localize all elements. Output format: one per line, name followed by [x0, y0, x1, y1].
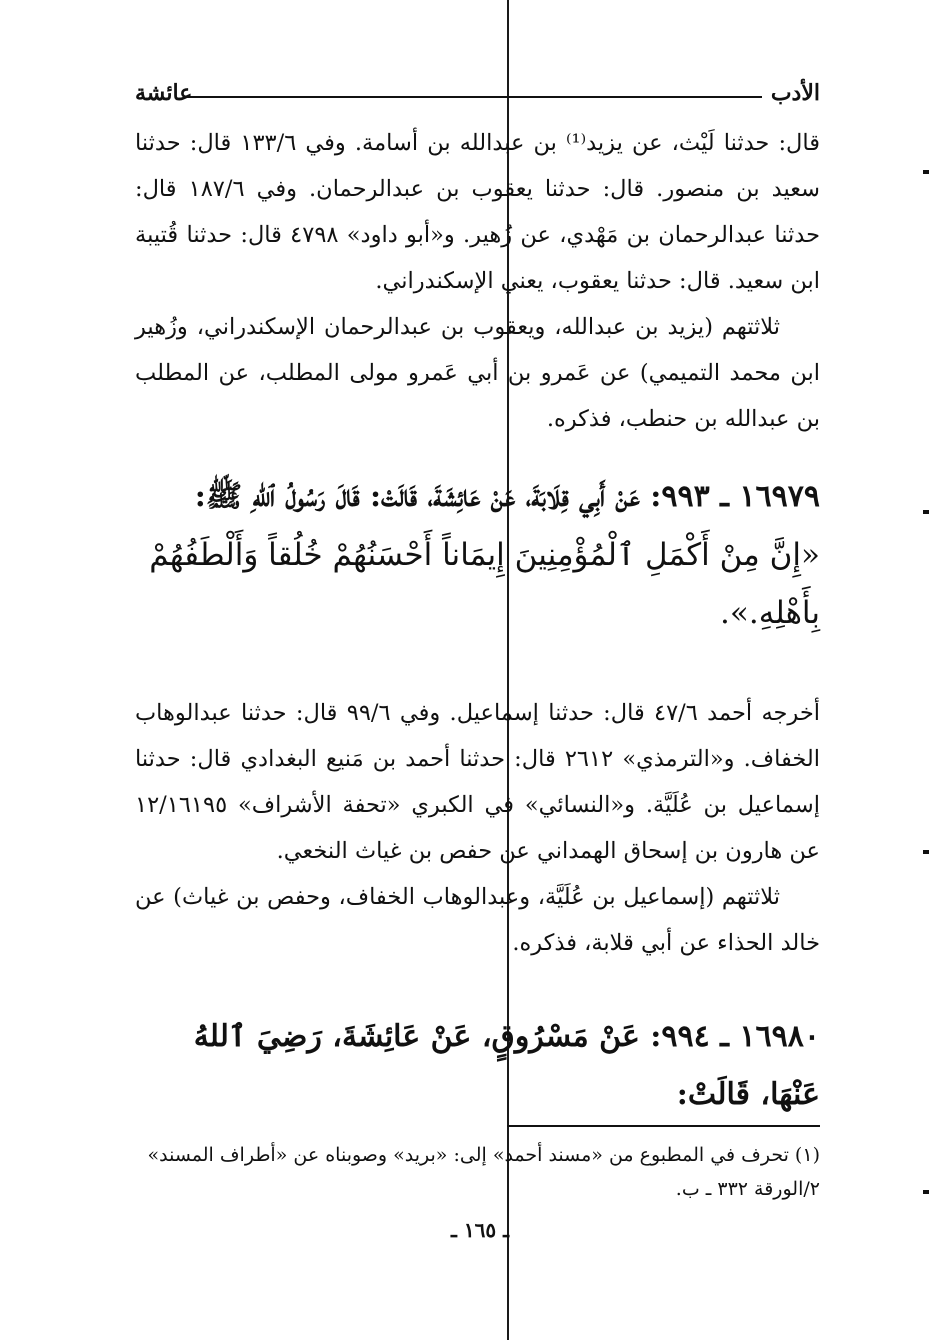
footnote-text: (١) تحرف في المطبوع من «مسند أحمد» إلى: «بريد» وصوبناه عن «أطراف المسند» ٢/الورقة ٣٣٢ ـ ب.	[147, 1144, 820, 1200]
footnote	[135, 1138, 820, 1206]
commentary-paragraph: ثلاثتهم (إسماعيل بن عُلَيَّة، وعبدالوهاب الخفاف، وحفص بن غياث) عن خالد الحذاء عن أبي قلابة، فذكره.	[135, 884, 820, 956]
edge-mark	[923, 850, 929, 854]
hadith-heading: ١٦٩٧٩ ـ ٩٩٣: عَنْ أَبِي قِلَابَةَ، عَنْ عَائِشَةَ، قَالَتْ: قَالَ رَسُولُ ٱللهِ ﷺ:	[194, 479, 820, 514]
header-section-title: الأدب	[770, 80, 820, 106]
edge-mark	[923, 1190, 929, 1194]
hadith-993	[135, 468, 820, 642]
running-header	[135, 80, 820, 110]
header-rule	[183, 96, 762, 98]
commentary-block-2	[135, 690, 820, 966]
commentary-paragraph: قال: حدثنا لَيْث، عن يزيد⁽¹⁾ بن عبدالله بن أسامة. وفي ١٣٣/٦ قال: حدثنا سعيد بن منصور. قال: حدثنا يعقوب بن عبدالرحمان. وفي ١٨٧/٦ قال: حدثنا عبدالرحمان بن مَهْدي، عن زُهير. و«أبو داود» ٤٧٩٨ قال: حدثنا قُتيبة ابن سعيد. قال: حدثنا يعقوب، يعني الإسكندراني.	[135, 130, 820, 294]
page-number: ـ ١٦٥ ـ	[451, 1218, 509, 1242]
commentary-paragraph: أخرجه أحمد ٤٧/٦ قال: حدثنا إسماعيل. وفي ٩٩/٦ قال: حدثنا عبدالوهاب الخفاف. و«الترمذي» ٢٦١٢ قال: حدثنا أحمد بن مَنيع البغدادي قال: حدثنا إسماعيل بن عُلَيَّة. و«النسائي» في الكبري «تحفة الأشراف» ١٢/١٦١٩٥ عن هارون بن إسحاق الهمداني عن حفص بن غياث النخعي.	[135, 700, 820, 864]
hadith-heading: ١٦٩٨٠ ـ ٩٩٤: عَنْ مَسْرُوقٍ، عَنْ عَائِشَةَ، رَضِيَ ٱللهُ عَنْهَا، قَالَتْ:	[193, 1019, 820, 1112]
edge-mark	[923, 170, 929, 174]
commentary-paragraph: ثلاثتهم (يزيد بن عبدالله، ويعقوب بن عبدالرحمان الإسكندراني، وزُهير ابن محمد التميمي) عن عَمرو بن أبي عَمرو مولى المطلب، عن المطلب بن عبدالله بن حنطب، فذكره.	[135, 314, 820, 432]
footnote-rule	[507, 1125, 820, 1127]
commentary-block-1	[135, 120, 820, 442]
hadith-994	[135, 1008, 820, 1124]
hadith-quote: «إِنَّ مِنْ أَكْمَلِ ٱلْمُؤْمِنِينَ إِيمَاناً أَحْسَنُهُمْ خُلُقاً وَأَلْطَفُهُمْ بِأَهْلِهِ.».	[149, 537, 820, 631]
edge-mark	[923, 510, 929, 514]
header-chapter-title: عائشة	[135, 80, 193, 106]
